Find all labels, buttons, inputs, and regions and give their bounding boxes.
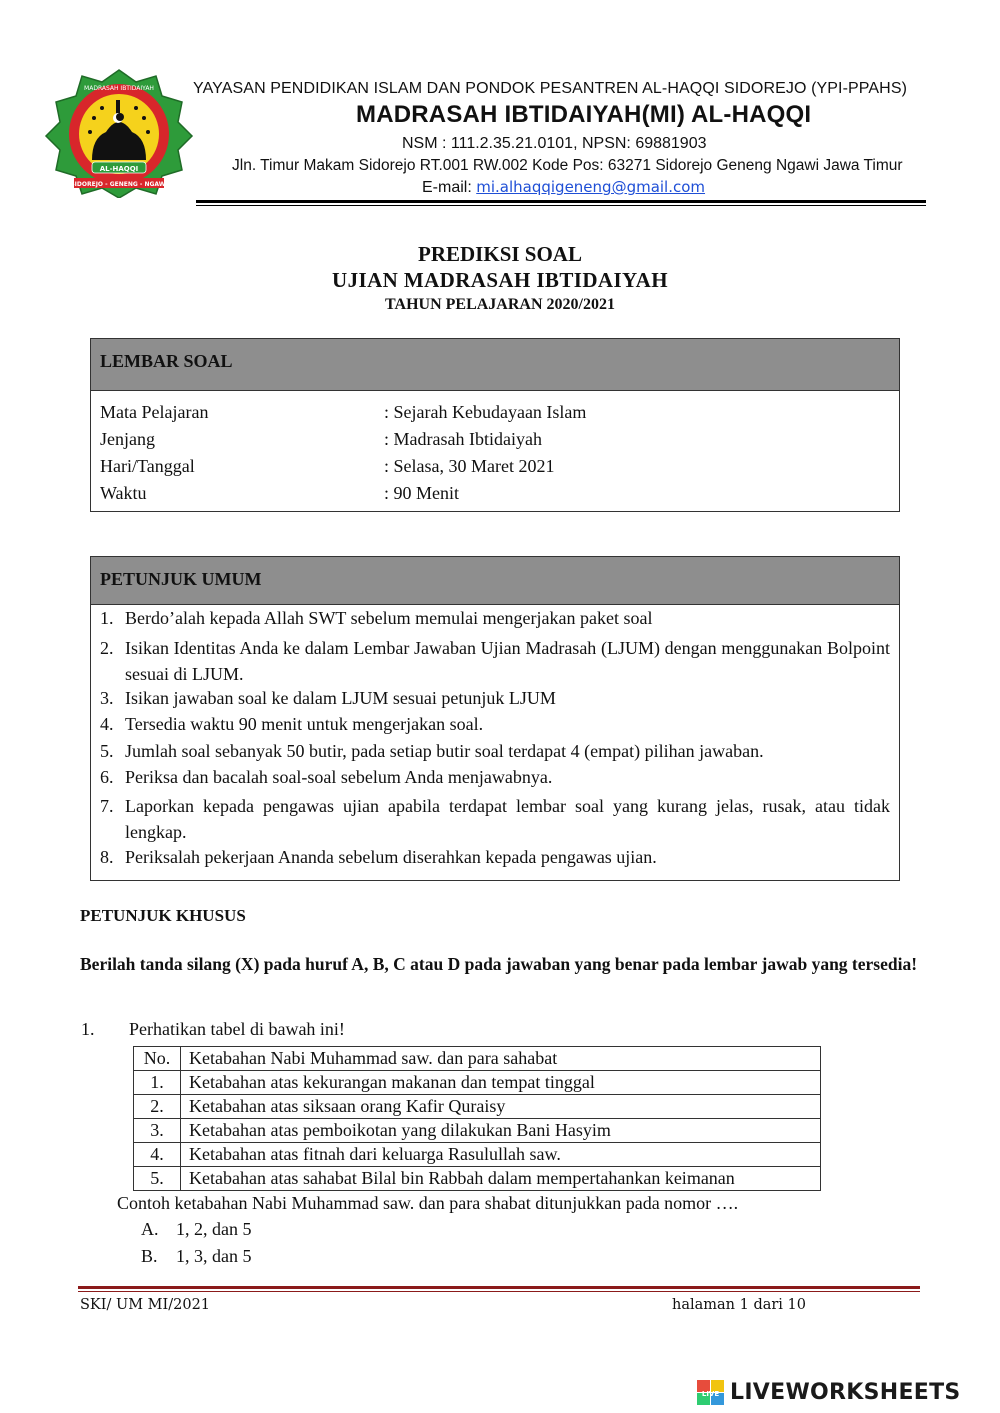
table-cell-no: 3.	[134, 1119, 181, 1143]
logo-bottom-text: SIDOREJO - GENENG - NGAWI	[70, 181, 168, 188]
logo-badge-text: AL-HAQQI	[99, 165, 139, 173]
watermark-text: LIVEWORKSHEETS	[730, 1380, 961, 1405]
rule-number: 5.	[100, 741, 114, 761]
question-sheet-box	[90, 338, 900, 512]
academic-year: TAHUN PELAJARAN 2020/2021	[385, 296, 615, 313]
table-row	[134, 1167, 821, 1191]
question-stem: Contoh ketabahan Nabi Muhammad saw. dan para shabat ditunjukkan pada nomor ….	[117, 1193, 739, 1213]
rule-number: 7.	[100, 796, 114, 816]
option-text: 1, 2, dan 5	[176, 1219, 252, 1239]
email-link[interactable]: mi.alhaqqigeneng@gmail.com	[476, 178, 706, 196]
table-cell-text: Ketabahan atas siksaan orang Kafir Quraisy	[181, 1095, 821, 1119]
info-row-date	[100, 456, 555, 477]
info-value: : Selasa, 30 Maret 2021	[384, 456, 555, 476]
info-value: : Madrasah Ibtidaiyah	[384, 429, 542, 449]
liveworksheets-watermark	[697, 1380, 961, 1408]
footer-rule	[78, 1286, 920, 1289]
rule-text: Tersedia waktu 90 menit untuk mengerjakan soal.	[125, 714, 484, 734]
rule-number: 1.	[100, 608, 114, 628]
rule-number: 6.	[100, 767, 114, 787]
option-a[interactable]	[141, 1219, 252, 1240]
info-row-subject	[100, 402, 587, 423]
question-prompt: Perhatikan tabel di bawah ini!	[129, 1019, 345, 1039]
rule-text: Periksalah pekerjaan Ananda sebelum diserahkan kepada pengawas ujian.	[125, 847, 657, 867]
table-cell-text: Ketabahan atas kekurangan makanan dan tempat tinggal	[181, 1071, 821, 1095]
table-cell-no: 1.	[134, 1071, 181, 1095]
rule-text: Berdo’alah kepada Allah SWT sebelum memulai mengerjakan paket soal	[125, 608, 653, 628]
table-row	[134, 1143, 821, 1167]
rule-text: Isikan jawaban soal ke dalam LJUM sesuai petunjuk LJUM	[125, 688, 556, 708]
rule-number: 8.	[100, 847, 114, 867]
table-row	[134, 1095, 821, 1119]
footer-rule-thin	[78, 1291, 920, 1292]
doc-title: PREDIKSI SOAL	[418, 242, 582, 266]
email-label: E-mail:	[422, 179, 477, 196]
option-letter: A.	[141, 1219, 159, 1239]
table-row	[134, 1119, 821, 1143]
doc-subtitle: UJIAN MADRASAH IBTIDAIYAH	[332, 268, 668, 292]
question-sheet-heading: LEMBAR SOAL	[91, 339, 899, 391]
table-cell-no: 5.	[134, 1167, 181, 1191]
special-rules-heading: PETUNJUK KHUSUS	[80, 906, 246, 925]
general-rules-box	[90, 556, 900, 881]
header-rule-thin	[196, 205, 926, 206]
info-label: Hari/Tanggal	[100, 456, 195, 476]
table-header-text: Ketabahan Nabi Muhammad saw. dan para sahabat	[181, 1047, 821, 1071]
liveworksheets-logo-icon	[697, 1380, 725, 1406]
option-b[interactable]	[141, 1246, 252, 1267]
header-rule	[196, 200, 926, 203]
info-row-time	[100, 483, 459, 504]
table-row	[134, 1071, 821, 1095]
foundation-name: YAYASAN PENDIDIKAN ISLAM DAN PONDOK PESANTREN AL-HAQQI SIDOREJO (YPI-PPAHS)	[193, 80, 908, 97]
nsm-npsn: NSM : 111.2.35.21.0101, NPSN: 69881903	[402, 135, 707, 152]
logo-badge-text: LIVE	[701, 1390, 720, 1398]
info-row-level	[100, 429, 542, 450]
rule-number: 4.	[100, 714, 114, 734]
footer-code: SKI/ UM MI/2021	[80, 1297, 211, 1313]
table-cell-text: Ketabahan atas sahabat Bilal bin Rabbah dalam mempertahankan keimanan	[181, 1167, 821, 1191]
option-text: 1, 3, dan 5	[176, 1246, 252, 1266]
school-address: Jln. Timur Makam Sidorejo RT.001 RW.002 Kode Pos: 63271 Sidorejo Geneng Ngawi Jawa Timur	[232, 157, 903, 174]
info-label: Jenjang	[100, 429, 155, 449]
table-cell-text: Ketabahan atas pemboikotan yang dilakukan Bani Hasyim	[181, 1119, 821, 1143]
info-value: : 90 Menit	[384, 483, 459, 503]
rule-text: Laporkan kepada pengawas ujian apabila terdapat lembar soal yang kurang jelas, rusak, atau tidak lengkap.	[125, 796, 890, 842]
table-header-row	[134, 1047, 821, 1071]
general-rules-heading: PETUNJUK UMUM	[91, 557, 899, 605]
email-line	[422, 178, 705, 197]
footer-page: halaman 1 dari 10	[672, 1297, 806, 1313]
rule-number: 2.	[100, 638, 114, 658]
rule-number: 3.	[100, 688, 114, 708]
info-value: : Sejarah Kebudayaan Islam	[384, 402, 587, 422]
option-letter: B.	[141, 1246, 158, 1266]
info-label: Waktu	[100, 483, 147, 503]
question-number: 1.	[81, 1019, 95, 1039]
table-header-no: No.	[134, 1047, 181, 1071]
school-name: MADRASAH IBTIDAIYAH(MI) AL-HAQQI	[356, 101, 812, 128]
rule-text: Periksa dan bacalah soal-soal sebelum Anda menjawabnya.	[125, 767, 553, 787]
question-table	[133, 1046, 821, 1191]
table-cell-no: 2.	[134, 1095, 181, 1119]
info-label: Mata Pelajaran	[100, 402, 209, 422]
table-cell-text: Ketabahan atas fitnah dari keluarga Rasulullah saw.	[181, 1143, 821, 1167]
special-rules-instruction: Berilah tanda silang (X) pada huruf A, B, C atau D pada jawaban yang benar pada lembar jawab yang tersedia!	[80, 954, 918, 974]
school-logo-icon	[44, 68, 194, 198]
rule-text: Isikan Identitas Anda ke dalam Lembar Jawaban Ujian Madrasah (LJUM) dengan menggunakan Bolpoint sesuai di LJUM.	[125, 638, 890, 684]
table-cell-no: 4.	[134, 1143, 181, 1167]
rule-text: Jumlah soal sebanyak 50 butir, pada setiap butir soal terdapat 4 (empat) pilihan jawaban.	[125, 741, 764, 761]
logo-top-text: MADRASAH IBTIDAIYAH	[84, 85, 154, 92]
